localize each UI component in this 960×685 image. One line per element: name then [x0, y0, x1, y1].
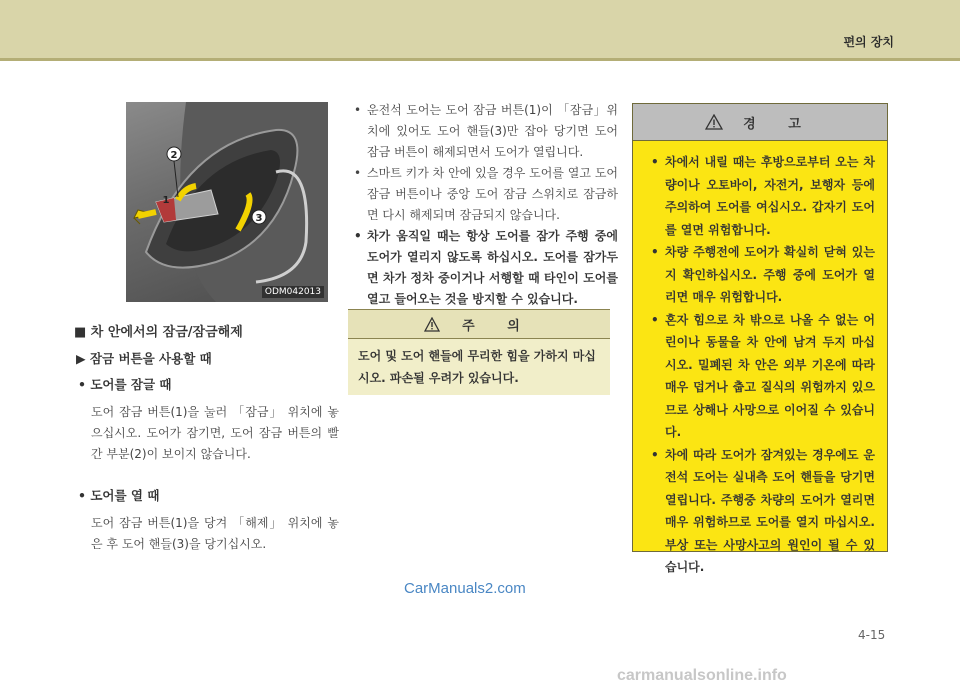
- list-item: • 운전석 도어는 도어 잠금 버튼(1)이 「잠금」위치에 있어도 도어 핸들(3)만 잡아 당기면 도어 잠금 버튼이 해제되면서 도어가 열립니다.: [352, 100, 618, 163]
- warning-box: [632, 103, 888, 574]
- callout-3: 3: [255, 213, 263, 224]
- warning-title: 경 고: [743, 116, 815, 132]
- page-number: 4-15: [858, 628, 886, 642]
- unlock-door-text: 도어 잠금 버튼(1)을 당겨 「해제」 위치에 놓은 후 도어 핸들(3)을 당기십시오.: [91, 516, 339, 551]
- caution-text: 도어 및 도어 핸들에 무리한 힘을 가하지 마십시오. 파손될 우려가 있습니다.: [358, 349, 596, 385]
- notes-list: [352, 100, 618, 310]
- section-title: ■ 차 안에서의 잠금/잠금해제: [74, 325, 243, 340]
- callout-1: 1: [162, 195, 170, 206]
- list-item: • 차에 따라 도어가 잠겨있는 경우에도 운전석 도어는 실내측 도어 핸들을 당기면 열립니다. 주행중 차량의 도어가 열리면 매우 위험하므로 도어를 열지 마십시오. 부상 또는 사망사고의 원인이 될 수 있습니다.: [649, 444, 875, 579]
- caution-box: [348, 309, 610, 395]
- header-rule: [0, 58, 960, 61]
- list-item: • 혼자 힘으로 차 밖으로 나올 수 없는 어린이나 동물을 차 안에 남겨 두지 마십시오. 밀폐된 차 안은 외부 기온에 따라 매우 덥거나 춥고 질식의 위험까지 있으므로 상해나 사망으로 이어질 수 있습니다.: [649, 309, 875, 444]
- warning-list: [633, 141, 887, 579]
- caution-title: 주 의: [462, 318, 534, 334]
- list-item: • 차량 주행전에 도어가 확실히 닫혀 있는지 확인하십시오. 주행 중에 도어가 열리면 매우 위험합니다.: [649, 241, 875, 309]
- list-item: • 차에서 내릴 때는 후방으로부터 오는 차량이나 오토바이, 자전거, 보행자 등에 주의하여 도어를 여십시오. 갑자기 도어를 열면 위험합니다.: [649, 151, 875, 241]
- lock-door-heading: • 도어를 잠글 때: [78, 377, 172, 392]
- subsection-title: ▶ 잠금 버튼을 사용할 때: [76, 351, 212, 366]
- site-watermark[interactable]: CarManuals2.com: [404, 580, 526, 597]
- unlock-door-heading: • 도어를 열 때: [78, 488, 160, 503]
- door-handle-figure: [126, 102, 328, 302]
- list-item: • 차가 움직일 때는 항상 도어를 잠가 주행 중에 도어가 열리지 않도록 하십시오. 도어를 잠가두면 차가 정차 중이거나 서행할 때 타인이 도어를 열고 들어오는 것을 방지할 수 있습니다.: [352, 226, 618, 310]
- warning-triangle-icon: [424, 317, 440, 332]
- footer-watermark: carmanualsonline.info: [617, 667, 787, 684]
- figure-code: ODM042013: [262, 286, 324, 298]
- callout-2: 2: [170, 150, 178, 161]
- list-item-text: 스마트 키가 차 안에 있을 경우 도어를 열고 도어 잠금 버튼이나 중앙 도어 잠금 스위치로 잠금하면 다시 해제되며 잠금되지 않습니다.: [367, 166, 618, 222]
- header-band: [0, 0, 960, 58]
- chapter-title: 편의 장치: [843, 35, 894, 49]
- caution-title-bar: [348, 309, 610, 339]
- door-handle-illustration: [126, 102, 328, 302]
- lock-door-text: 도어 잠금 버튼(1)을 눌러 「잠금」 위치에 놓으십시오. 도어가 잠기면, 도어 잠금 버튼의 빨간 부분(2)이 보이지 않습니다.: [91, 405, 339, 461]
- warning-triangle-icon: [705, 114, 723, 130]
- warning-title-bar: [633, 104, 887, 141]
- list-item: [352, 163, 618, 226]
